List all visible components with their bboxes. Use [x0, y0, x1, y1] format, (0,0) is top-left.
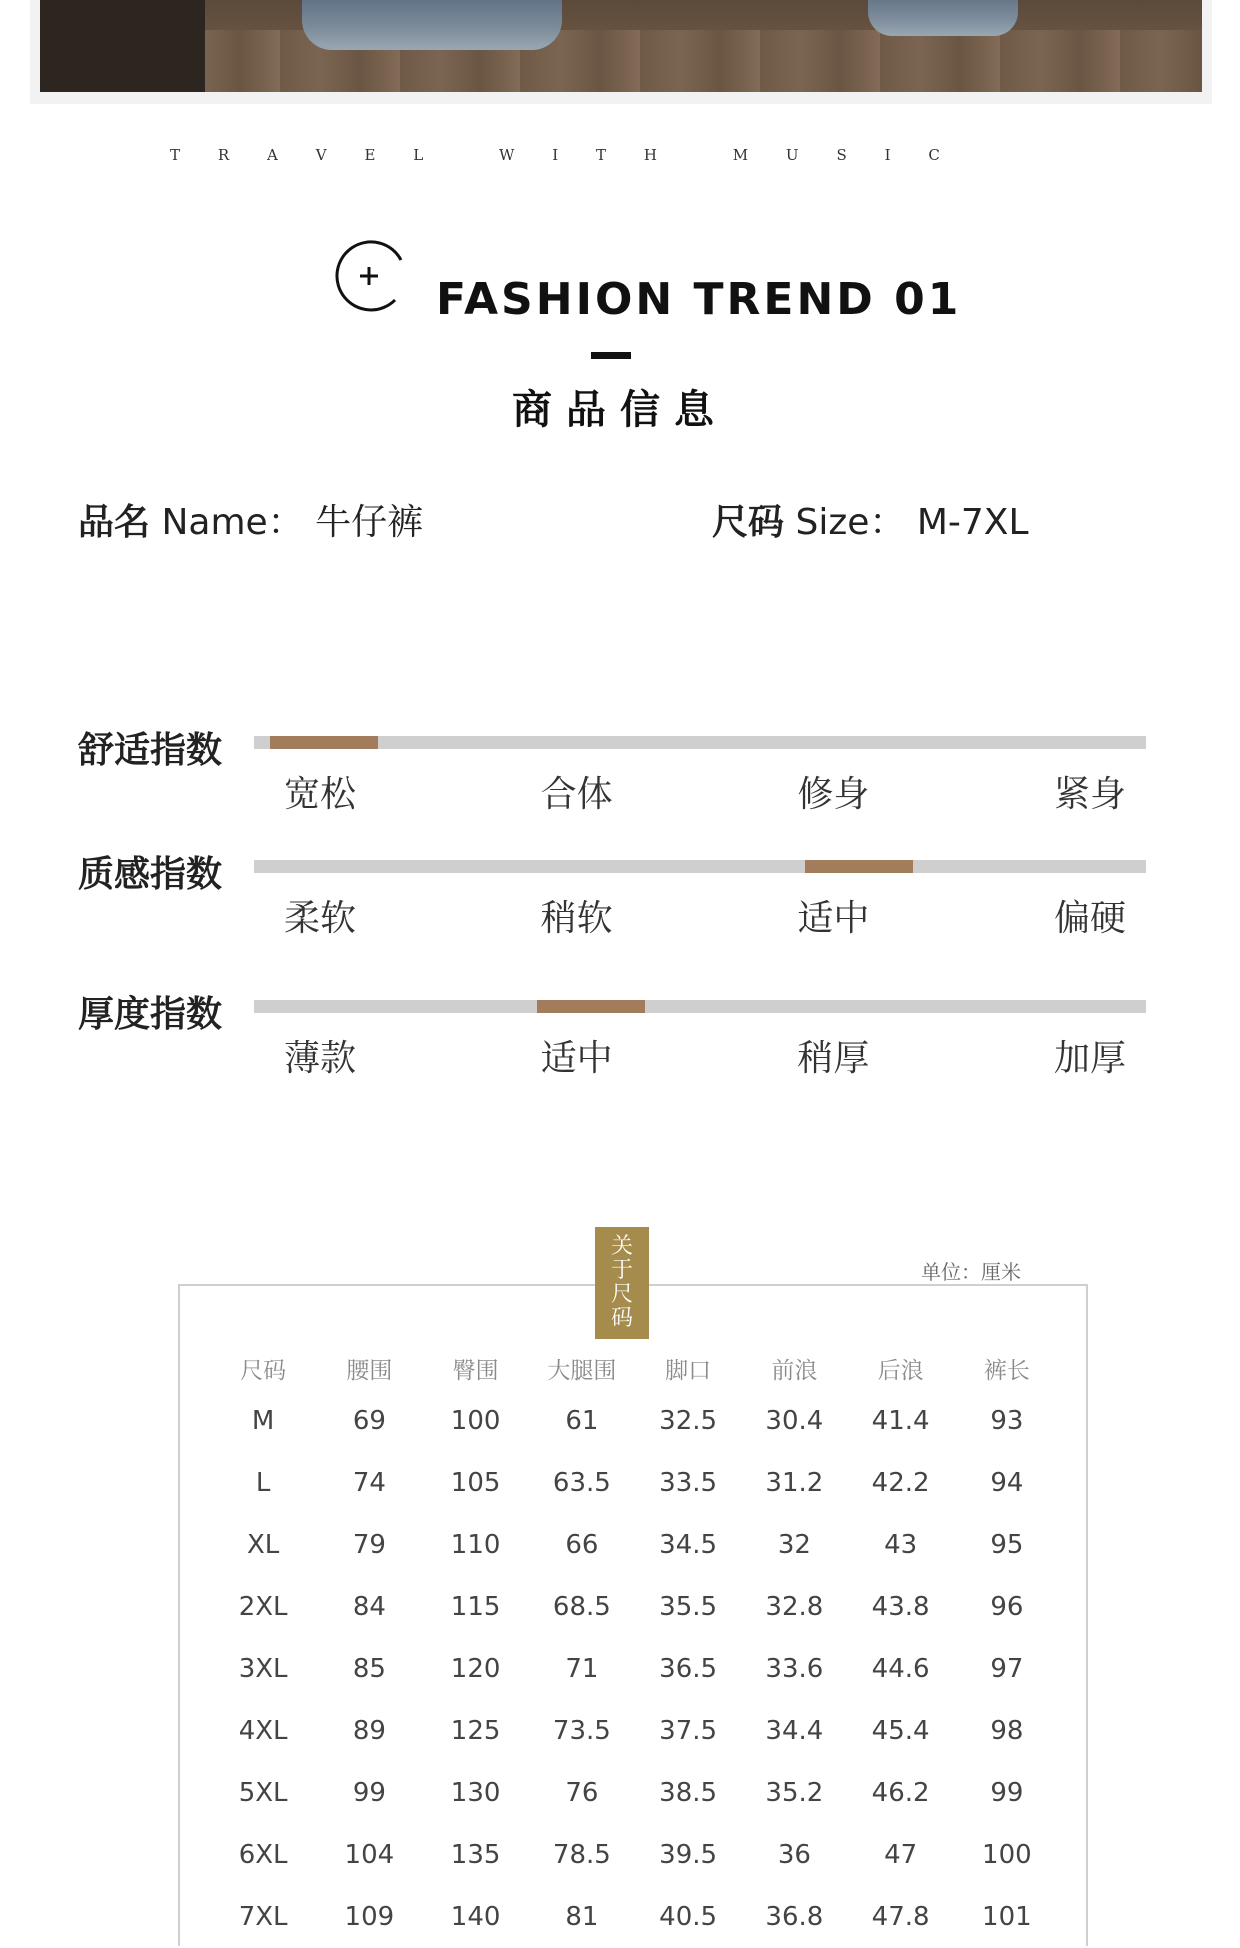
table-cell: 105	[450, 1468, 501, 1498]
tagline-letter: V	[315, 146, 327, 164]
scale-option: 稍软	[540, 898, 613, 939]
tagline-letter: W	[498, 146, 515, 164]
table-row	[210, 1390, 1060, 1452]
tagline-letter: R	[217, 146, 230, 164]
size-label-en: Size：	[795, 502, 906, 543]
table-cell: 76	[565, 1778, 599, 1808]
dark-post	[40, 0, 205, 92]
table-cell: 32.5	[659, 1406, 718, 1436]
table-cell: 34.4	[765, 1716, 824, 1746]
scale-option: 修身	[797, 774, 870, 815]
table-cell: 42.2	[871, 1468, 930, 1498]
tagline	[170, 146, 940, 164]
table-cell: 33.6	[765, 1654, 824, 1684]
table-cell: 3XL	[238, 1654, 288, 1684]
table-cell: 6XL	[238, 1840, 288, 1870]
table-cell: 81	[565, 1902, 599, 1932]
table-row	[210, 1886, 1060, 1948]
table-cell: 63.5	[552, 1468, 611, 1498]
tagline-letter: T	[596, 146, 607, 164]
scale-option: 紧身	[1053, 774, 1126, 815]
tag-char: 关	[610, 1234, 633, 1259]
table-cell: 71	[565, 1654, 599, 1684]
scale-option: 适中	[797, 898, 870, 939]
wood-floor	[40, 30, 1202, 92]
table-row	[210, 1762, 1060, 1824]
table-cell: 100	[450, 1406, 501, 1436]
scale-track-comfort	[254, 736, 1146, 749]
size-table-column-header: 前浪	[771, 1357, 818, 1384]
table-cell: 32	[777, 1530, 811, 1560]
table-cell: 100	[982, 1840, 1032, 1870]
table-cell: 2XL	[238, 1592, 288, 1622]
table-cell: 36.8	[765, 1902, 824, 1932]
table-cell: L	[255, 1468, 271, 1498]
table-cell: 4XL	[238, 1716, 288, 1746]
table-cell: 34.5	[659, 1530, 718, 1560]
table-cell: 73.5	[552, 1716, 611, 1746]
scale-marker	[805, 860, 913, 873]
table-cell: 47.8	[871, 1902, 930, 1932]
table-cell: 35.5	[659, 1592, 718, 1622]
table-cell: 32.8	[765, 1592, 824, 1622]
scale-options-texture	[284, 890, 1126, 941]
table-cell: 31.2	[765, 1468, 824, 1498]
scale-track-texture	[254, 860, 1146, 873]
table-cell: 79	[352, 1530, 386, 1560]
table-cell: 33.5	[659, 1468, 718, 1498]
table-cell: 36.5	[659, 1654, 718, 1684]
scale-track-thickness	[254, 1000, 1146, 1013]
size-table-column-header: 裤长	[983, 1357, 1030, 1384]
plus-circle-icon	[331, 240, 407, 316]
tagline-letter: E	[364, 146, 376, 164]
table-cell: 74	[352, 1468, 386, 1498]
name-value: 牛仔裤	[315, 502, 424, 543]
scale-option: 柔软	[284, 898, 357, 939]
product-size	[712, 494, 1029, 545]
table-cell: 35.2	[765, 1778, 824, 1808]
size-table-body	[210, 1390, 1060, 1948]
table-cell: 97	[990, 1654, 1024, 1684]
product-name	[78, 494, 423, 545]
table-cell: 98	[990, 1716, 1024, 1746]
tagline-letter: U	[785, 146, 799, 164]
table-row	[210, 1514, 1060, 1576]
size-table	[210, 1346, 1060, 1948]
table-cell: 66	[565, 1530, 599, 1560]
scale-options-thickness	[284, 1030, 1126, 1081]
tagline-letter: M	[732, 146, 749, 164]
tagline-letter: I	[552, 146, 559, 164]
table-cell: 61	[565, 1406, 599, 1436]
scale-option: 稍厚	[797, 1038, 870, 1079]
size-table-column-header: 大腿围	[547, 1357, 617, 1384]
table-row	[210, 1700, 1060, 1762]
scale-label-texture: 质感指数	[78, 854, 223, 895]
tagline-letter: A	[267, 146, 278, 164]
table-cell: 38.5	[659, 1778, 718, 1808]
table-cell: 101	[982, 1902, 1032, 1932]
jeans-leg-right	[868, 0, 1018, 36]
table-cell: 84	[352, 1592, 386, 1622]
table-row	[210, 1638, 1060, 1700]
tag-char: 尺	[610, 1282, 633, 1307]
table-cell: 140	[450, 1902, 501, 1932]
size-label: 尺码	[712, 502, 785, 543]
table-cell: 45.4	[871, 1716, 930, 1746]
hero-photo-frame	[30, 0, 1212, 104]
tagline-letter: L	[413, 146, 424, 164]
scale-option: 加厚	[1053, 1038, 1126, 1079]
table-cell: 78.5	[552, 1840, 611, 1870]
table-row	[210, 1824, 1060, 1886]
table-cell: 109	[344, 1902, 395, 1932]
section-subtitle: 商品信息	[512, 387, 728, 433]
table-cell: 40.5	[659, 1902, 718, 1932]
table-cell: 39.5	[659, 1840, 718, 1870]
tag-char: 码	[610, 1306, 633, 1331]
table-cell: 115	[450, 1592, 501, 1622]
tagline-letter: T	[170, 146, 181, 164]
scale-option: 薄款	[284, 1038, 357, 1079]
section-title: FASHION TREND 01	[436, 274, 962, 325]
table-cell: 120	[450, 1654, 501, 1684]
table-cell: 69	[352, 1406, 386, 1436]
scale-option: 合体	[540, 774, 613, 815]
table-cell: 43	[884, 1530, 918, 1560]
size-table-column-header: 尺码	[240, 1357, 287, 1384]
title-divider	[591, 352, 631, 359]
table-cell: 93	[990, 1406, 1024, 1436]
name-label-en: Name：	[161, 502, 304, 543]
scale-option: 适中	[540, 1038, 613, 1079]
table-cell: 46.2	[871, 1778, 930, 1808]
scale-options-comfort	[284, 766, 1126, 817]
table-row	[210, 1452, 1060, 1514]
tagline-letter: I	[884, 146, 891, 164]
tag-char: 于	[610, 1258, 633, 1283]
table-cell: 37.5	[659, 1716, 718, 1746]
table-cell: 99	[990, 1778, 1024, 1808]
unit-label: 单位：厘米	[921, 1260, 1021, 1284]
hero-photo	[40, 0, 1202, 92]
table-cell: 47	[884, 1840, 918, 1870]
tagline-letter: C	[928, 146, 940, 164]
size-table-column-header: 臀围	[452, 1357, 499, 1384]
table-cell: 30.4	[765, 1406, 824, 1436]
table-cell: 130	[450, 1778, 501, 1808]
scale-marker	[537, 1000, 645, 1013]
size-value: M-7XL	[916, 502, 1029, 543]
size-table-column-header: 腰围	[346, 1357, 393, 1384]
scale-option: 偏硬	[1053, 898, 1126, 939]
size-chart-tag	[595, 1227, 649, 1339]
table-cell: XL	[246, 1530, 280, 1560]
scale-label-comfort: 舒适指数	[78, 730, 223, 771]
table-cell: 44.6	[871, 1654, 930, 1684]
table-cell: 104	[344, 1840, 395, 1870]
table-cell: 94	[990, 1468, 1024, 1498]
size-table-column-header: 后浪	[877, 1357, 924, 1384]
size-table-header	[210, 1346, 1060, 1390]
size-table-column-header: 脚口	[665, 1357, 712, 1384]
scale-option: 宽松	[284, 774, 357, 815]
table-cell: 96	[990, 1592, 1024, 1622]
jeans-leg-left	[302, 0, 562, 50]
table-cell: 125	[450, 1716, 501, 1746]
table-cell: 135	[450, 1840, 501, 1870]
tagline-letter: H	[643, 146, 657, 164]
table-cell: 89	[352, 1716, 386, 1746]
scale-label-thickness: 厚度指数	[78, 994, 223, 1035]
table-cell: 110	[450, 1530, 501, 1560]
table-cell: 43.8	[871, 1592, 930, 1622]
scale-marker	[270, 736, 378, 749]
table-cell: 95	[990, 1530, 1024, 1560]
table-cell: 68.5	[552, 1592, 611, 1622]
table-cell: 36	[777, 1840, 811, 1870]
name-label: 品名	[78, 502, 151, 543]
table-cell: 7XL	[238, 1902, 288, 1932]
table-cell: 41.4	[871, 1406, 930, 1436]
table-row	[210, 1576, 1060, 1638]
table-cell: 85	[352, 1654, 386, 1684]
table-cell: 99	[352, 1778, 386, 1808]
tagline-letter: S	[836, 146, 847, 164]
table-cell: M	[251, 1406, 275, 1436]
table-cell: 5XL	[238, 1778, 288, 1808]
